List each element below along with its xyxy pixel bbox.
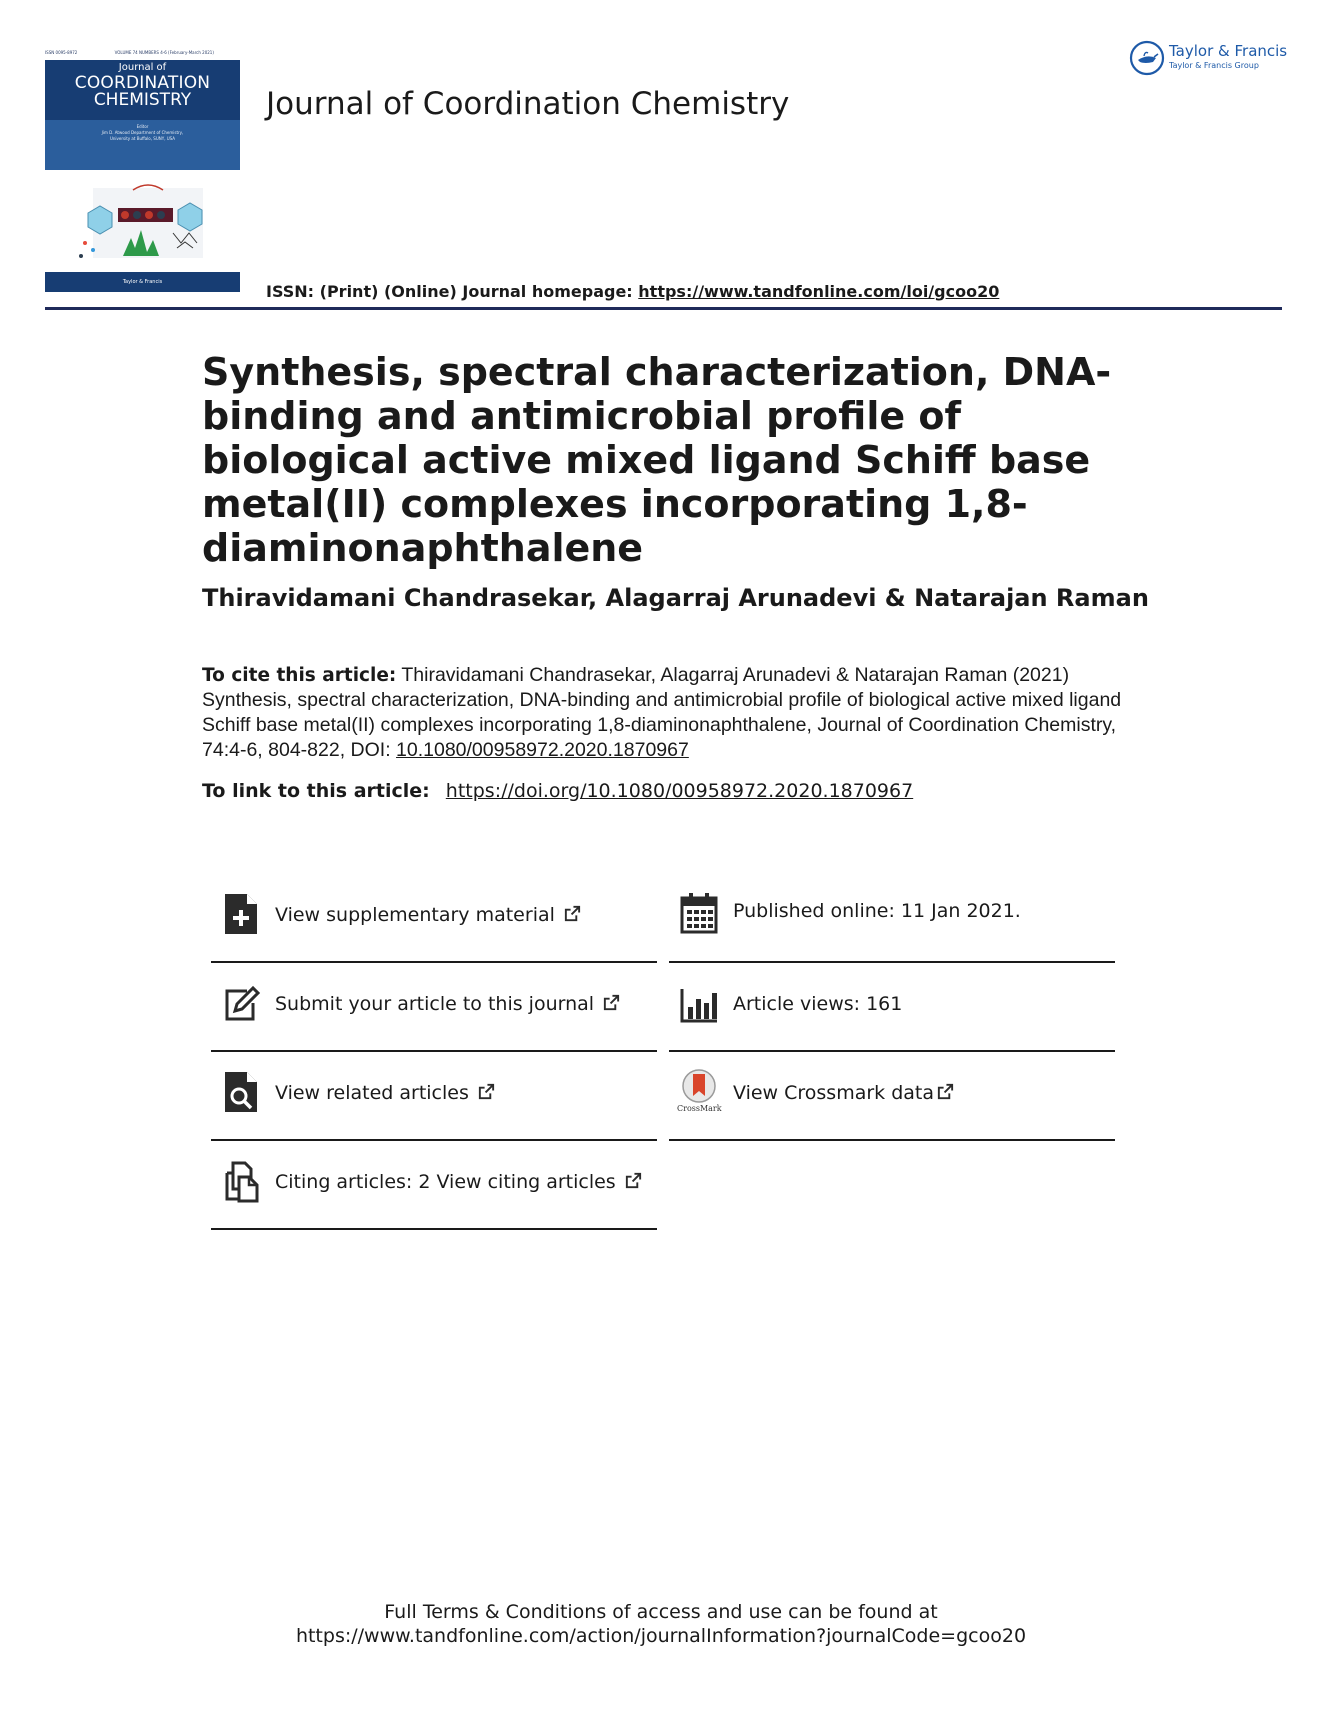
cover-journal-of: Journal of: [118, 62, 167, 73]
view-citing-articles[interactable]: [211, 1141, 657, 1230]
link-label: To link to this article:: [202, 780, 430, 802]
journal-title: Journal of Coordination Chemistry: [266, 86, 790, 122]
issn-homepage-line: [266, 282, 999, 301]
external-link-icon: [602, 993, 621, 1012]
external-link-icon: [936, 1082, 955, 1101]
crossmark-label: View Crossmark data: [733, 1082, 935, 1104]
external-link-icon: [477, 1082, 496, 1101]
cover-volume: VOLUME 74 NUMBERS 4-6 (February-March 2021): [114, 50, 214, 55]
journal-homepage-link[interactable]: https://www.tandfonline.com/loi/gcoo20: [638, 282, 1000, 301]
article-title: Synthesis, spectral characterization, DNA-binding and antimicrobial profile of biological active mixed ligand Schiff base metal(II) complexes incorporating 1,8-diaminonaphthalene: [202, 350, 1112, 570]
article-doi-link[interactable]: https://doi.org/10.1080/00958972.2020.1870967: [445, 780, 914, 802]
cover-artwork-icon: [73, 168, 223, 278]
publisher-name: Taylor & Francis: [1169, 42, 1288, 60]
cite-label: To cite this article:: [202, 665, 397, 686]
crossmark-logo-text: CrossMark: [677, 1104, 722, 1113]
header-divider: [45, 307, 1282, 310]
taylor-francis-logo[interactable]: [1127, 38, 1287, 78]
cover-title-line1: COORDINATION: [74, 73, 211, 93]
taylor-francis-lamp-icon: [1129, 40, 1165, 76]
cover-title-band: [45, 60, 240, 160]
citing-label: Citing articles: 2 View citing articles: [275, 1171, 616, 1193]
view-related-articles[interactable]: [211, 1052, 657, 1141]
views-label: Article views: 161: [733, 993, 903, 1015]
search-document-icon: [221, 1070, 261, 1114]
footer-terms-link[interactable]: https://www.tandfonline.com/action/journalInformation?journalCode=gcoo20: [295, 1625, 1027, 1647]
calendar-icon: [679, 892, 719, 936]
citation-block: [202, 663, 1132, 763]
cover-title-line2: CHEMISTRY: [93, 90, 192, 110]
journal-cover-thumbnail: [45, 50, 240, 292]
article-authors: Thiravidamani Chandrasekar, Alagarraj Arunadevi & Natarajan Raman: [202, 584, 1149, 612]
copy-documents-icon: [221, 1159, 261, 1203]
view-crossmark-data[interactable]: [669, 1052, 1115, 1141]
submit-label: Submit your article to this journal: [275, 993, 595, 1015]
external-link-icon: [624, 1171, 643, 1190]
row-divider: [211, 1228, 657, 1230]
published-label: Published online: 11 Jan 2021.: [733, 900, 1021, 922]
issn-text: ISSN: (Print) (Online) Journal homepage:: [266, 282, 639, 301]
cover-issn: ISSN 0095-8972: [45, 50, 78, 55]
row-divider: [669, 1139, 1115, 1141]
footer-line1: Full Terms & Conditions of access and use can be found at: [384, 1601, 938, 1623]
cite-text: Thiravidamani Chandrasekar, Alagarraj Arunadevi & Natarajan Raman (2021) Synthesis, spectral characterization, DNA-binding and antimicrobial profile of biological active mixed ligand Schiff base metal(II) complexes incorporating 1,8-diaminonaphthalene, Journal of Coordination Chemistry, 74:4-6, 804-822, DOI:: [202, 664, 1122, 761]
related-label: View related articles: [275, 1082, 469, 1104]
submit-article-to-journal[interactable]: [211, 963, 657, 1052]
cite-doi-link[interactable]: 10.1080/00958972.2020.1870967: [396, 739, 689, 761]
external-link-icon: [563, 904, 582, 923]
cover-editor-text: Editor Jim D. Atwood Department of Chemistry, University at Buffalo, SUNY, USA: [101, 124, 184, 141]
publisher-group: Taylor & Francis Group: [1169, 61, 1259, 70]
published-online-info: [669, 874, 1115, 963]
file-plus-icon: [221, 892, 261, 936]
article-views-info: [669, 963, 1115, 1052]
view-supplementary-material[interactable]: [211, 874, 657, 963]
edit-icon: [221, 981, 261, 1025]
cover-publisher-band: Taylor & Francis: [45, 272, 240, 292]
cover-top-line: [45, 50, 240, 60]
article-link-line: [202, 780, 913, 802]
supplementary-label: View supplementary material: [275, 904, 555, 926]
terms-footer: [0, 1600, 1322, 1648]
bar-chart-icon: [679, 981, 719, 1025]
